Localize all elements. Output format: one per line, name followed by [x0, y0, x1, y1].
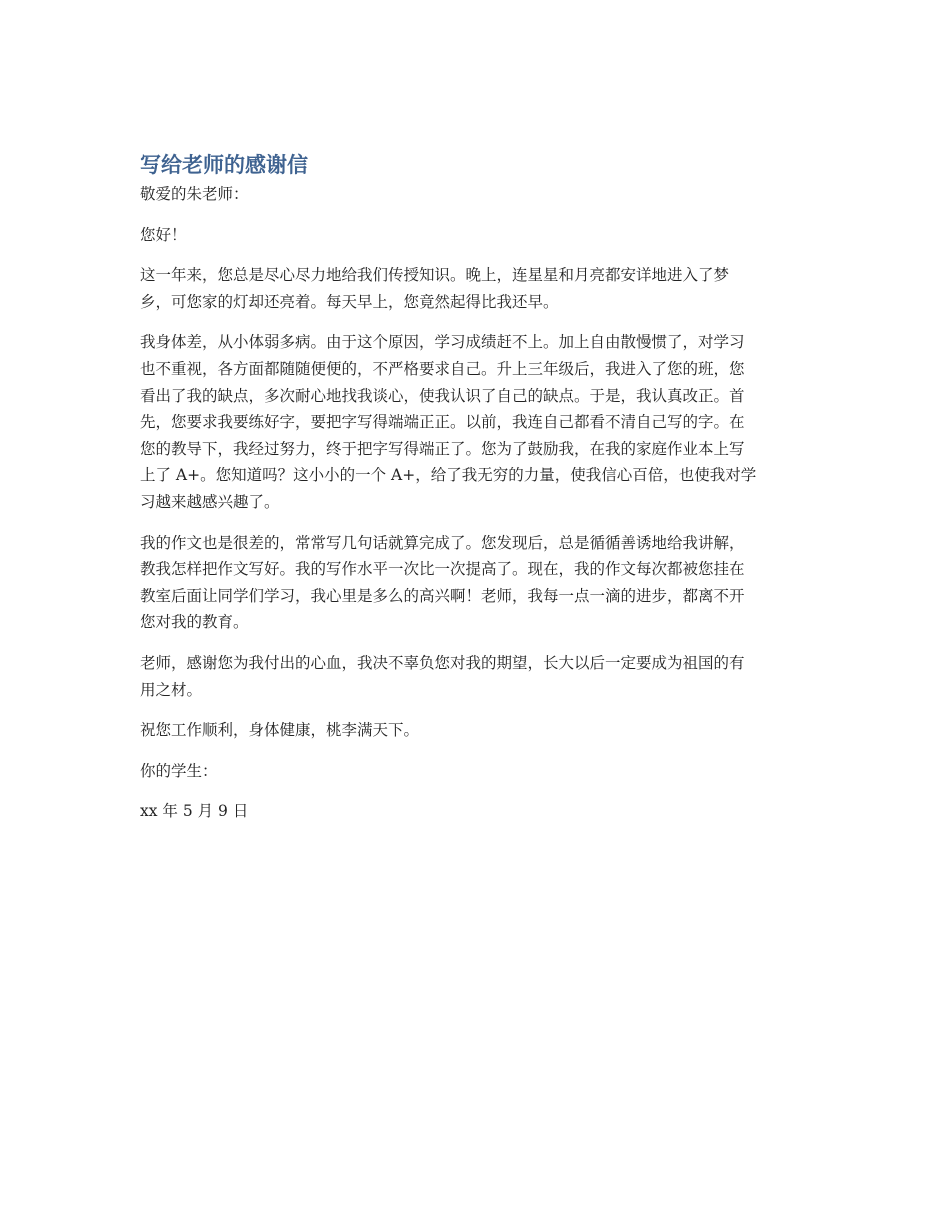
paragraph-line: 乡，可您家的灯却还亮着。每天早上，您竟然起得比我还早。 [140, 292, 559, 311]
paragraph [140, 650, 810, 703]
paragraph [140, 329, 810, 515]
paragraph-line: 您对我的教育。 [140, 613, 249, 632]
paragraph-line: 这一年来，您总是尽心尽力地给我们传授知识。晚上，连星星和月亮都安详地进入了梦 [140, 266, 730, 285]
paragraph-line: 您的教导下，我经过努力，终于把字写得端正了。您为了鼓励我，在我的家庭作业本上写 [140, 439, 745, 458]
document-body [140, 181, 810, 825]
paragraph-line: 老师，感谢您为我付出的心血，我决不辜负您对我的期望，长大以后一定要成为祖国的有 [140, 653, 745, 672]
document-title: 写给老师的感谢信 [140, 153, 308, 177]
paragraph-line: 教我怎样把作文写好。我的写作水平一次比一次提高了。现在，我的作文每次都被您挂在 [140, 560, 745, 579]
paragraph-line: 习越来越感兴趣了。 [140, 492, 280, 511]
paragraph-line: 用之材。 [140, 680, 203, 699]
paragraph-line: 我身体差，从小体弱多病。由于这个原因，学习成绩赶不上。加上自由散慢惯了，对学习 [140, 333, 745, 352]
paragraph-line: 我的作文也是很差的，常常写几句话就算完成了。您发现后，总是循循善诱地给我讲解， [140, 533, 745, 552]
paragraph [140, 530, 810, 636]
paragraph [140, 758, 810, 785]
paragraph [140, 181, 810, 208]
paragraph [140, 222, 810, 249]
paragraph [140, 262, 810, 315]
paragraph-line: xx 年 5 月 9 日 [140, 802, 249, 821]
paragraph [140, 798, 810, 825]
paragraph-line: 先，您要求我要练好字，要把字写得端端正正。以前，我连自己都看不清自己写的字。在 [140, 413, 745, 432]
paragraph [140, 717, 810, 744]
paragraph-line: 看出了我的缺点，多次耐心地找我谈心，使我认识了自己的缺点。于是，我认真改正。首 [140, 386, 745, 405]
paragraph-line: 教室后面让同学们学习，我心里是多么的高兴啊！老师，我每一点一滴的进步，都离不开 [140, 586, 745, 605]
paragraph-line: 上了 A+。您知道吗？这小小的一个 A+，给了我无穷的力量，使我信心百倍，也使我对学 [140, 466, 757, 485]
document-page [140, 150, 810, 839]
paragraph-line: 敬爱的朱老师： [140, 185, 249, 203]
paragraph-line: 也不重视，各方面都随随便便的，不严格要求自己。升上三年级后，我进入了您的班，您 [140, 359, 745, 378]
paragraph-line: 您好！ [140, 225, 187, 244]
paragraph-line: 祝您工作顺利，身体健康，桃李满天下。 [140, 721, 420, 740]
paragraph-line: 你的学生： [140, 761, 218, 780]
